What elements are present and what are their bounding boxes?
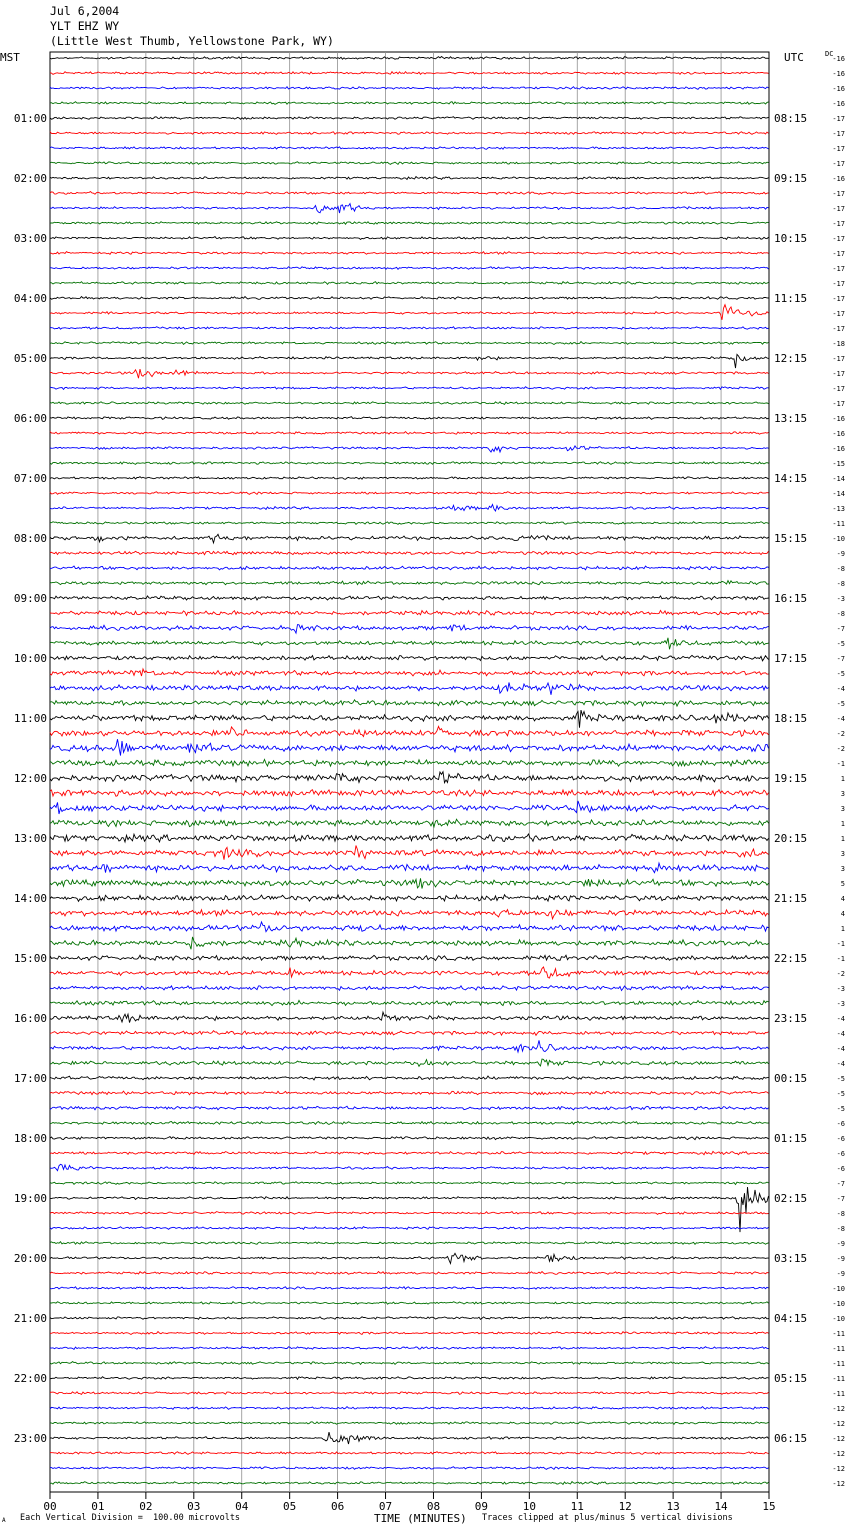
trace-line [50,505,769,512]
dc-offset-value: -4 [836,715,845,723]
dc-offset-value: -8 [836,1210,845,1218]
trace-line [50,1151,769,1154]
left-timezone-label: MST [0,51,20,64]
trace-line [50,834,769,842]
trace-line [50,1059,769,1066]
x-tick-label: 11 [570,1500,584,1513]
dc-offset-value: -12 [832,1480,845,1488]
mst-hour-label: 05:00 [13,352,47,365]
dc-offset-value: 1 [840,820,845,828]
dc-offset-value: -9 [836,1255,845,1263]
scale-note: Each Vertical Division = 100.00 microvolts [20,1513,241,1523]
trace-line [50,967,769,978]
x-tick-label: 01 [91,1500,105,1513]
trace-line [50,726,769,736]
trace-line [50,1332,769,1335]
trace-line [50,402,769,405]
dc-offset-value: -14 [832,490,845,498]
trace-line [50,1137,769,1140]
dc-offset-value: -16 [832,85,845,93]
trace-line [50,147,769,150]
trace-line [50,57,769,60]
trace-line [50,1347,769,1350]
utc-hour-label: 16:15 [774,592,808,605]
trace-line [50,162,769,165]
dc-offset-value: -9 [836,1270,845,1278]
dc-offset-value: -10 [832,535,845,543]
trace-line [50,937,769,949]
dc-offset-value: -16 [832,430,845,438]
station-id: YLT EHZ WY [50,19,120,33]
dc-offset-value: -16 [832,100,845,108]
trace-line [50,117,769,120]
trace-line [50,700,769,706]
trace-line [50,72,769,75]
mst-hour-label: 22:00 [13,1372,47,1385]
clip-note: Traces clipped at plus/minus 5 vertical divisions [482,1513,733,1523]
dc-offset-value: -5 [836,1105,845,1113]
trace-line [50,955,769,960]
dc-offset-value: -11 [832,1375,845,1383]
dc-offset-value: -8 [836,580,845,588]
trace-line [50,1187,769,1232]
trace-line [50,1422,769,1425]
dc-offset-value: -4 [836,1015,845,1023]
dc-offset-value: -17 [832,190,845,198]
dc-offset-value: -5 [836,670,845,678]
trace-line [50,596,769,600]
dc-offset-value: 5 [840,880,845,888]
mst-hour-label: 18:00 [13,1132,47,1145]
trace-line [50,477,769,480]
trace-line [50,305,769,320]
mst-hour-label: 02:00 [13,172,47,185]
trace-line [50,282,769,285]
trace-line [50,1467,769,1470]
utc-hour-label: 14:15 [774,472,808,485]
trace-line [50,1164,769,1170]
dc-offset-value: -1 [836,760,845,768]
dc-offset-value: -2 [836,970,845,978]
utc-hour-label: 18:15 [774,712,808,725]
x-tick-label: 08 [426,1500,441,1513]
utc-hour-label: 06:15 [774,1432,808,1445]
x-tick-label: 10 [522,1500,536,1513]
dc-offset-value: -11 [832,520,845,528]
trace-line [50,492,769,495]
utc-hour-label: 10:15 [774,232,808,245]
dc-offset-value: -17 [832,310,845,318]
utc-hour-label: 09:15 [774,172,808,185]
trace-line [50,522,769,525]
dc-offset-value: -8 [836,1225,845,1233]
utc-hour-label: 22:15 [774,952,808,965]
trace-line [50,297,769,300]
trace-line [50,534,769,543]
dc-offset-value: -10 [832,1315,845,1323]
x-tick-label: 03 [187,1500,201,1513]
utc-hour-label: 00:15 [774,1072,808,1085]
dc-offset-value: -6 [836,1150,845,1158]
dc-offset-value: -10 [832,1285,845,1293]
dc-offset-value: -5 [836,1075,845,1083]
trace-line [50,1182,769,1185]
trace-line [50,638,769,650]
dc-offset-value: -17 [832,205,845,213]
trace-line [50,790,769,797]
trace-line [50,1482,769,1485]
dc-offset-value: -7 [836,655,845,663]
trace-line [50,267,769,270]
utc-hour-label: 13:15 [774,412,808,425]
dc-offset-value: -5 [836,1090,845,1098]
right-timezone-label: UTC [784,51,804,64]
mst-hour-label: 17:00 [13,1072,47,1085]
trace-line [50,462,769,465]
trace-line [50,1242,769,1245]
dc-offset-value: 1 [840,925,845,933]
trace-line [50,625,769,634]
utc-hour-label: 08:15 [774,112,808,125]
x-tick-label: 06 [330,1500,345,1513]
trace-line [50,1272,769,1275]
x-tick-label: 12 [618,1500,632,1513]
dc-offset-value: -12 [832,1435,845,1443]
trace-line [50,1287,769,1290]
trace-line [50,739,769,755]
mst-hour-label: 23:00 [13,1432,47,1445]
trace-line [50,102,769,105]
mst-hour-label: 12:00 [13,772,47,785]
dc-offset-value: -11 [832,1345,845,1353]
dc-offset-value: -10 [832,1300,845,1308]
dc-offset-value: -14 [832,475,845,483]
utc-hour-label: 02:15 [774,1192,808,1205]
chart-date: Jul 6,2004 [50,4,120,18]
trace-line [50,1253,769,1263]
dc-offset-value: 3 [840,790,845,798]
trace-line [50,354,769,368]
station-location: (Little West Thumb, Yellowstone Park, WY) [50,34,334,48]
dc-offset-value: -8 [836,610,845,618]
dc-offset-value: -3 [836,595,845,603]
dc-offset-value: -17 [832,325,845,333]
trace-line [50,327,769,330]
dc-offset-value: -5 [836,700,845,708]
x-tick-label: 09 [474,1500,489,1513]
trace-line [50,801,769,814]
dc-offset-value: -13 [832,505,845,513]
dc-offset-label: DC [825,50,834,58]
trace-line [50,387,769,390]
dc-offset-value: -7 [836,1180,845,1188]
dc-offset-value: -11 [832,1360,845,1368]
trace-line [50,1317,769,1320]
dc-offset-value: -3 [836,1000,845,1008]
mst-hour-label: 19:00 [13,1192,47,1205]
x-tick-label: 07 [378,1500,393,1513]
dc-offset-value: -16 [832,175,845,183]
trace-line [50,1377,769,1380]
trace-line [50,132,769,135]
trace-line [50,192,769,195]
mst-hour-label: 21:00 [13,1312,47,1325]
trace-line [50,1106,769,1110]
dc-offset-value: -12 [832,1405,845,1413]
trace-line [50,1012,769,1022]
trace-line [50,369,769,378]
trace-line [50,432,769,435]
dc-offset-value: -17 [832,250,845,258]
dc-offset-value: -6 [836,1165,845,1173]
dc-offset-value: -11 [832,1330,845,1338]
dc-offset-value: -16 [832,415,845,423]
trace-line [50,1432,769,1444]
dc-offset-value: -9 [836,550,845,558]
trace-line [50,417,769,420]
trace-line [50,1407,769,1410]
dc-offset-value: -12 [832,1450,845,1458]
dc-offset-value: 3 [840,865,845,873]
dc-offset-value: -11 [832,1390,845,1398]
utc-hour-label: 11:15 [774,292,808,305]
dc-offset-value: -12 [832,1465,845,1473]
dc-offset-value: 4 [840,895,845,903]
x-tick-label: 02 [139,1500,153,1513]
mst-hour-label: 13:00 [13,832,47,845]
trace-line [50,1040,769,1052]
mst-hour-label: 10:00 [13,652,47,665]
trace-line [50,1212,769,1215]
mst-hour-label: 08:00 [13,532,47,545]
trace-line [50,566,769,570]
trace-line [50,846,769,860]
mst-hour-label: 20:00 [13,1252,47,1265]
dc-offset-value: -7 [836,1195,845,1203]
utc-hour-label: 20:15 [774,832,808,845]
dc-offset-value: -4 [836,685,845,693]
dc-offset-value: -1 [836,940,845,948]
dc-offset-value: -17 [832,280,845,288]
utc-hour-label: 04:15 [774,1312,808,1325]
trace-line [50,87,769,90]
trace-line [50,863,769,873]
trace-line [50,1362,769,1365]
trace-line [50,610,769,615]
trace-line [50,252,769,255]
trace-line [50,683,769,695]
dc-offset-value: -4 [836,1030,845,1038]
x-tick-label: 00 [43,1500,57,1513]
utc-hour-label: 12:15 [774,352,808,365]
mst-hour-label: 16:00 [13,1012,47,1025]
dc-offset-value: -2 [836,730,845,738]
dc-offset-value: -16 [832,70,845,78]
dc-offset-value: -17 [832,370,845,378]
mst-hour-label: 07:00 [13,472,47,485]
trace-line [50,1076,769,1080]
dc-offset-value: -15 [832,460,845,468]
dc-offset-value: -17 [832,295,845,303]
x-tick-label: 04 [235,1500,249,1513]
dc-offset-value: -8 [836,565,845,573]
trace-line [50,759,769,766]
utc-hour-label: 17:15 [774,652,808,665]
trace-line [50,1031,769,1036]
mst-hour-label: 09:00 [13,592,47,605]
mst-hour-label: 11:00 [13,712,47,725]
trace-line [50,1227,769,1230]
dc-offset-value: 3 [840,805,845,813]
trace-line [50,922,769,932]
dc-offset-value: 3 [840,850,845,858]
dc-offset-value: -2 [836,745,845,753]
dc-offset-value: -1 [836,955,845,963]
mst-hour-label: 01:00 [13,112,47,125]
dc-offset-value: -17 [832,115,845,123]
x-tick-label: 05 [283,1500,297,1513]
trace-line [50,1122,769,1125]
mst-hour-label: 15:00 [13,952,47,965]
trace-line [50,222,769,225]
utc-hour-label: 23:15 [774,1012,808,1025]
mst-hour-label: 03:00 [13,232,47,245]
x-tick-label: 13 [666,1500,680,1513]
x-axis-title: TIME (MINUTES) [374,1512,467,1525]
trace-line [50,1302,769,1304]
dc-offset-value: -17 [832,220,845,228]
trace-line [50,1091,769,1095]
trace-line [50,895,769,902]
trace-line [50,986,769,991]
utc-hour-label: 05:15 [774,1372,808,1385]
dc-offset-value: -6 [836,1135,845,1143]
dc-offset-value: 1 [840,775,845,783]
dc-offset-value: -17 [832,160,845,168]
dc-offset-value: -17 [832,265,845,273]
utc-hour-label: 03:15 [774,1252,808,1265]
dc-offset-value: -17 [832,385,845,393]
mst-hour-label: 06:00 [13,412,47,425]
dc-offset-value: -4 [836,1060,845,1068]
trace-line [50,551,769,555]
trace-line [50,237,769,240]
dc-offset-value: -18 [832,340,845,348]
dc-offset-value: -4 [836,1045,845,1053]
utc-hour-label: 19:15 [774,772,808,785]
trace-line [50,655,769,660]
dc-offset-value: -5 [836,640,845,648]
trace-line [50,1452,769,1455]
dc-offset-value: -16 [832,445,845,453]
dc-offset-value: -17 [832,145,845,153]
corner-mark: A [2,1517,6,1524]
trace-line [50,910,769,919]
dc-offset-value: -17 [832,130,845,138]
dc-offset-value: -7 [836,625,845,633]
utc-hour-label: 21:15 [774,892,808,905]
trace-line [50,204,769,213]
dc-offset-value: -12 [832,1420,845,1428]
trace-line [50,177,769,180]
dc-offset-value: -17 [832,400,845,408]
dc-offset-value: -17 [832,235,845,243]
dc-offset-value: 4 [840,910,845,918]
trace-line [50,1392,769,1395]
mst-hour-label: 14:00 [13,892,47,905]
dc-offset-value: -3 [836,985,845,993]
dc-offset-value: 1 [840,835,845,843]
dc-offset-value: -17 [832,355,845,363]
trace-line [50,581,769,585]
utc-hour-label: 01:15 [774,1132,808,1145]
trace-line [50,878,769,888]
utc-hour-label: 15:15 [774,532,808,545]
trace-line [50,669,769,676]
x-tick-label: 15 [762,1500,776,1513]
trace-line [50,772,769,783]
mst-hour-label: 04:00 [13,292,47,305]
trace-line [50,1000,769,1005]
dc-offset-value: -6 [836,1120,845,1128]
trace-line [50,446,769,452]
trace-line [50,819,769,827]
dc-offset-value: -16 [832,55,845,63]
trace-line [50,342,769,345]
dc-offset-value: -9 [836,1240,845,1248]
trace-line [50,710,769,728]
x-tick-label: 14 [714,1500,728,1513]
